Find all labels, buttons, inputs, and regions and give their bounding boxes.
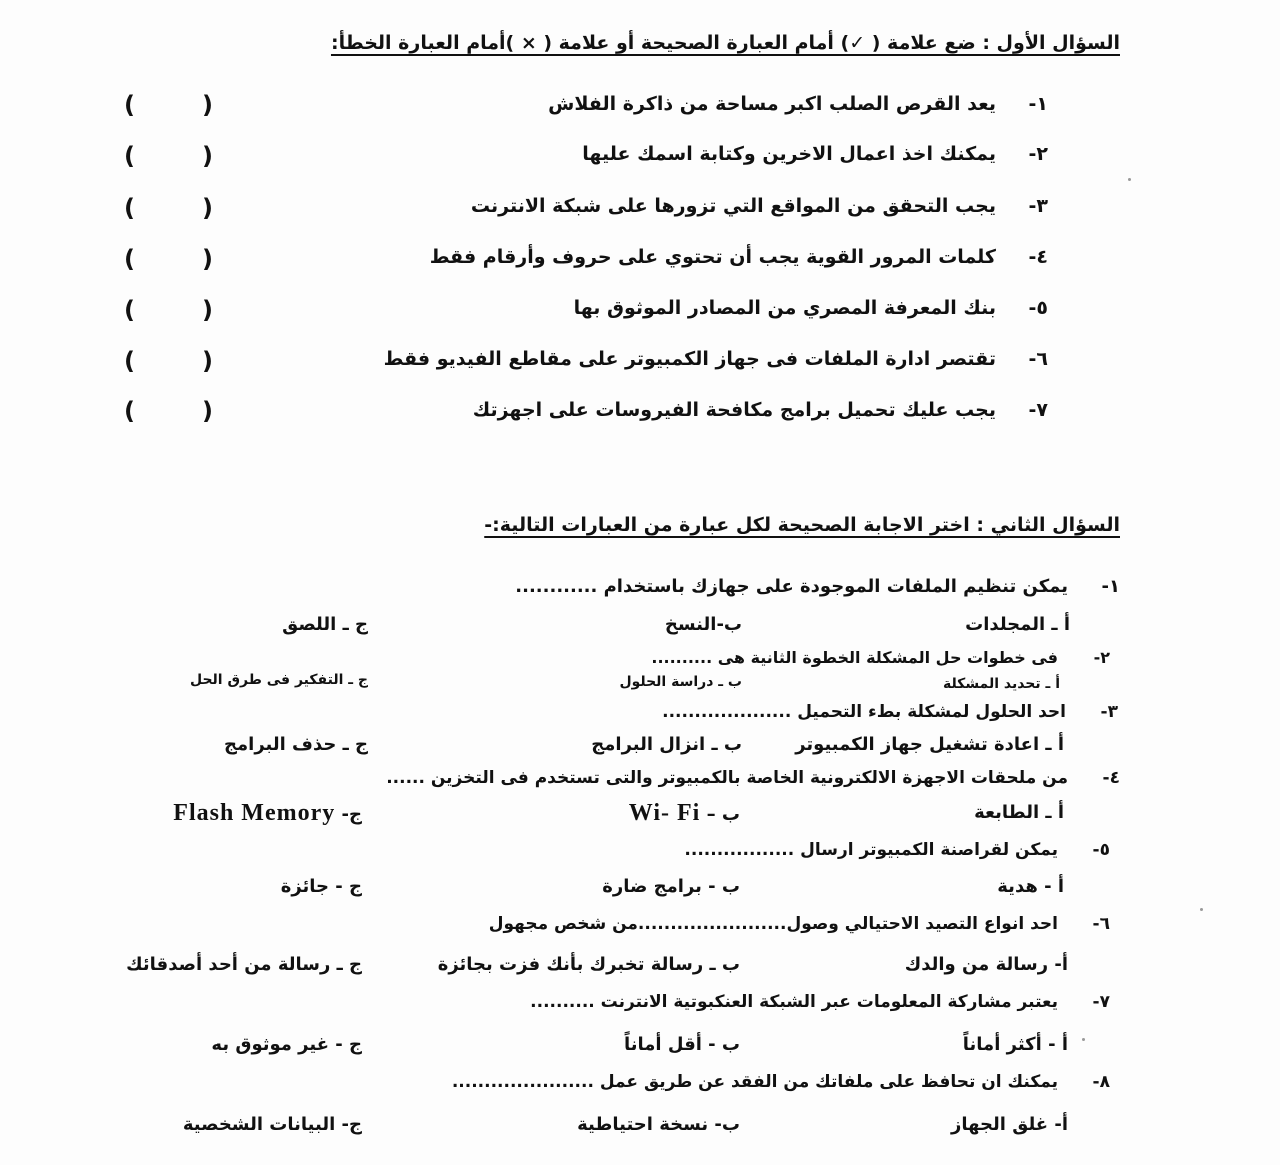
open-paren: ( (124, 194, 135, 222)
statement-text: يعد القرص الصلب اكبر مساحة من ذاكرة الفلاش (548, 93, 996, 115)
option-b[interactable]: ب ـ رسالة تخبرك بأنك فزت بجائزة (437, 954, 740, 975)
item-number: ٢- (1028, 143, 1048, 165)
stem-text: فى خطوات حل المشكلة الخطوة الثانية هى .......... (651, 648, 1058, 667)
option-b[interactable]: ب ـ انزال البرامج (591, 734, 742, 755)
q1-statement (582, 143, 1048, 165)
option-c[interactable]: ج ـ حذف البرامج (224, 734, 368, 755)
stem-text: احد انواع التصيد الاحتيالي وصول.......................من شخص مجهول (488, 914, 1058, 934)
option-c[interactable]: ج ـ اللصق (282, 614, 368, 635)
option-b[interactable]: ب- نسخة احتياطية (577, 1114, 740, 1135)
stem-text: يمكنك ان تحافظ على ملفاتك من الفقد عن طريق عمل ...................... (451, 1072, 1058, 1092)
scan-speck (1200, 908, 1203, 911)
close-paren: ) (202, 142, 213, 170)
stem-text: من ملحقات الاجهزة الالكترونية الخاصة بالكمبيوتر والتى تستخدم فى التخزين ...... (386, 768, 1068, 788)
q2-stem (452, 1072, 1110, 1092)
statement-text: كلمات المرور القوية يجب أن تحتوي على حروف وأرقام فقط (429, 246, 996, 268)
q2-stem (386, 768, 1120, 788)
q2-stem (651, 648, 1110, 667)
item-number: ٣- (1100, 702, 1118, 722)
stem-text: يمكن تنظيم الملفات الموجودة على جهازك باستخدام ............ (515, 576, 1068, 597)
q2-stem (530, 992, 1110, 1012)
item-number: ٧- (1092, 992, 1110, 1012)
statement-text: يجب التحقق من المواقع التي تزورها على شبكة الانترنت (470, 195, 996, 217)
question2-heading: السؤال الثاني : اختر الاجابة الصحيحة لكل عبارة من العبارات التالية:- (484, 514, 1120, 536)
stem-text: يعتبر مشاركة المعلومات عبر الشبكة العنكبوتية الانترنت .......... (530, 992, 1058, 1012)
option-a[interactable]: أ- رسالة من والدك (904, 954, 1068, 975)
statement-text: يمكنك اخذ اعمال الاخرين وكتابة اسمك عليها (582, 143, 996, 165)
close-paren: ) (202, 296, 213, 324)
q2-stem (515, 576, 1120, 597)
item-number: ١- (1028, 93, 1048, 115)
option-b-text: Wi- Fi (628, 800, 701, 826)
item-number: ١- (1101, 576, 1120, 597)
option-c[interactable]: ج - غير موثوق به (211, 1034, 362, 1055)
q1-statement (473, 399, 1048, 421)
scan-speck (1128, 178, 1131, 181)
option-c[interactable]: ج ـ رسالة من أحد أصدقائك (126, 954, 362, 975)
option-c[interactable]: ج - جائزة (280, 876, 362, 897)
open-paren: ( (124, 91, 135, 119)
item-number: ٤- (1028, 246, 1048, 268)
option-c[interactable]: ج- البيانات الشخصية (182, 1114, 362, 1135)
option-b[interactable] (629, 800, 740, 827)
option-c[interactable] (173, 800, 362, 827)
item-number: ٣- (1028, 195, 1048, 217)
stem-text: احد الحلول لمشكلة بطء التحميل .................... (662, 702, 1066, 722)
open-paren: ( (124, 142, 135, 170)
item-number: ٦- (1028, 348, 1048, 370)
option-a[interactable]: أ ـ اعادة تشغيل جهاز الكمبيوتر (795, 734, 1064, 755)
q2-stem (489, 914, 1110, 934)
q2-stem (662, 702, 1118, 722)
close-paren: ) (202, 91, 213, 119)
q1-statement (574, 297, 1048, 319)
stem-text: يمكن لقراصنة الكمبيوتر ارسال ................. (684, 840, 1058, 860)
item-number: ٦- (1092, 914, 1110, 934)
option-c-letter: -ج (341, 804, 362, 825)
item-number: ٥- (1092, 840, 1110, 860)
scan-speck (1082, 1038, 1085, 1041)
option-b-letter: – ب (706, 804, 740, 825)
option-a[interactable]: أ ـ الطابعة (974, 802, 1064, 823)
open-paren: ( (124, 397, 135, 425)
option-a[interactable]: أ ـ المجلدات (965, 614, 1070, 635)
option-c[interactable]: ج ـ التفكير فى طرق الحل (189, 672, 368, 688)
option-b[interactable]: ب - أقل أماناً (624, 1034, 740, 1055)
close-paren: ) (202, 194, 213, 222)
question1-heading: السؤال الأول : ضع علامة ( ✓) أمام العبارة الصحيحة أو علامة ( × )أمام العبارة الخطأ: (330, 32, 1120, 54)
close-paren: ) (202, 397, 213, 425)
statement-text: يجب عليك تحميل برامج مكافحة الفيروسات على اجهزتك (472, 399, 996, 421)
option-b[interactable]: ب-النسخ (664, 614, 742, 635)
q2-stem (684, 840, 1110, 860)
close-paren: ) (202, 245, 213, 273)
statement-text: بنك المعرفة المصري من المصادر الموثوق بها (573, 297, 996, 319)
option-a[interactable]: أ - أكثر أماناً (962, 1034, 1068, 1055)
statement-text: تقتصر ادارة الملفات فى جهاز الكمبيوتر على مقاطع الفيديو فقط (383, 348, 996, 370)
option-b[interactable]: ب - برامج ضارة (602, 876, 740, 897)
open-paren: ( (124, 347, 135, 375)
q1-statement (384, 348, 1048, 370)
item-number: ٨- (1092, 1072, 1110, 1092)
option-c-text: Flash Memory (173, 800, 336, 826)
open-paren: ( (124, 245, 135, 273)
q1-statement (471, 195, 1048, 217)
option-a[interactable]: أ- غلق الجهاز (951, 1114, 1068, 1135)
close-paren: ) (202, 347, 213, 375)
item-number: ٢- (1093, 648, 1110, 667)
option-a[interactable]: أ ـ تحديد المشكلة (942, 676, 1060, 692)
item-number: ٥- (1028, 297, 1048, 319)
option-a[interactable]: أ - هدية (997, 876, 1064, 897)
open-paren: ( (124, 296, 135, 324)
item-number: ٧- (1028, 399, 1048, 421)
option-b[interactable]: ب ـ دراسة الحلول (619, 674, 742, 690)
q1-statement (430, 246, 1048, 268)
item-number: ٤- (1102, 768, 1120, 788)
q1-statement (548, 93, 1048, 115)
